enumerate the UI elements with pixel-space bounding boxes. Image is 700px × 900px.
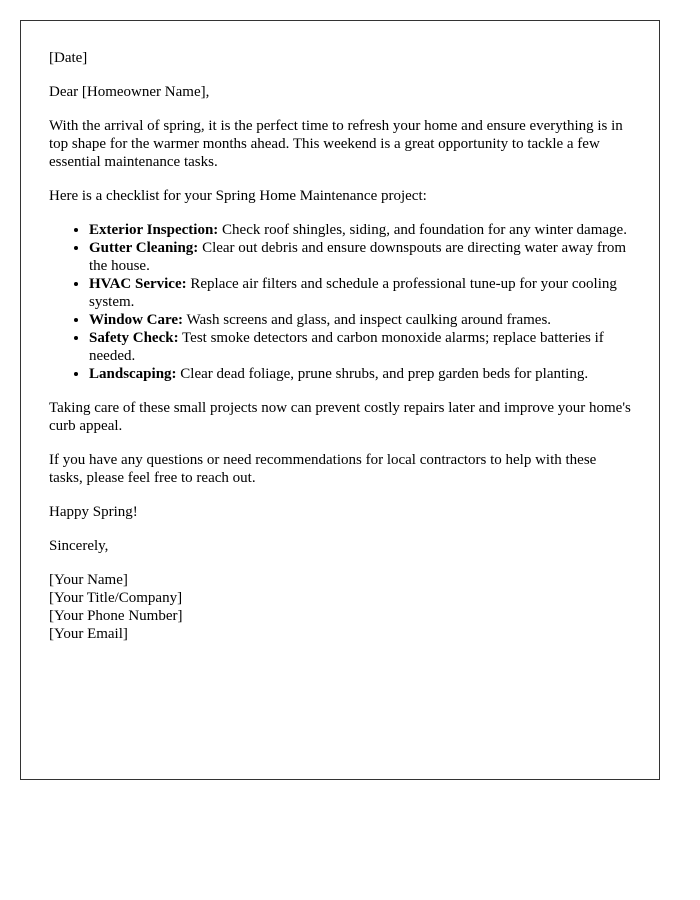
signature-name: [Your Name] — [49, 572, 128, 588]
checklist-item-title: Gutter Cleaning: — [89, 240, 199, 256]
checklist-item-title: Window Care: — [89, 312, 184, 328]
checklist-item-safety-check — [89, 329, 631, 365]
letter-date: [Date] — [49, 50, 88, 66]
checklist-item-window-care — [89, 311, 631, 329]
checklist-item-text: Clear out debris and ensure downspouts are directing water away from the house. — [89, 240, 627, 274]
checklist-item-text: Replace air filters and schedule a professional tune-up for your cooling system. — [89, 276, 617, 310]
checklist-item-title: Safety Check: — [89, 330, 179, 346]
checklist-item-title: Exterior Inspection: — [89, 222, 219, 238]
checklist-item-text: Clear dead foliage, prune shrubs, and prep garden beds for planting. — [176, 366, 589, 382]
signature-email: [Your Email] — [49, 626, 128, 642]
checklist-item-text: Test smoke detectors and carbon monoxide alarms; replace batteries if needed. — [89, 330, 604, 364]
checklist-item-hvac-service — [89, 275, 631, 311]
maintenance-checklist — [49, 221, 631, 383]
closing-paragraph-1: Taking care of these small projects now can prevent costly repairs later and improve your home's curb appeal. — [49, 400, 631, 434]
signature-title-company: [Your Title/Company] — [49, 590, 183, 606]
checklist-item-title: Landscaping: — [89, 366, 177, 382]
signature-block — [49, 571, 631, 643]
checklist-intro: Here is a checklist for your Spring Home Maintenance project: — [49, 188, 427, 204]
checklist-item-landscaping — [89, 365, 631, 383]
letter-intro: With the arrival of spring, it is the perfect time to refresh your home and ensure everything is in top shape for the warmer months ahead. This weekend is a great opportunity to tackle a few essential maintenance tasks. — [49, 118, 623, 170]
checklist-item-exterior-inspection — [89, 221, 631, 239]
letter-page — [20, 20, 660, 780]
letter-signoff: Sincerely, — [49, 538, 109, 554]
letter-salutation: Dear [Homeowner Name], — [49, 84, 210, 100]
signature-phone: [Your Phone Number] — [49, 608, 183, 624]
closing-paragraph-2: If you have any questions or need recommendations for local contractors to help with these tasks, please feel free to reach out. — [49, 452, 597, 486]
checklist-item-text: Wash screens and glass, and inspect caulking around frames. — [183, 312, 552, 328]
checklist-item-title: HVAC Service: — [89, 276, 187, 292]
letter-greeting: Happy Spring! — [49, 504, 138, 520]
checklist-item-text: Check roof shingles, siding, and foundation for any winter damage. — [218, 222, 627, 238]
checklist-item-gutter-cleaning — [89, 239, 631, 275]
